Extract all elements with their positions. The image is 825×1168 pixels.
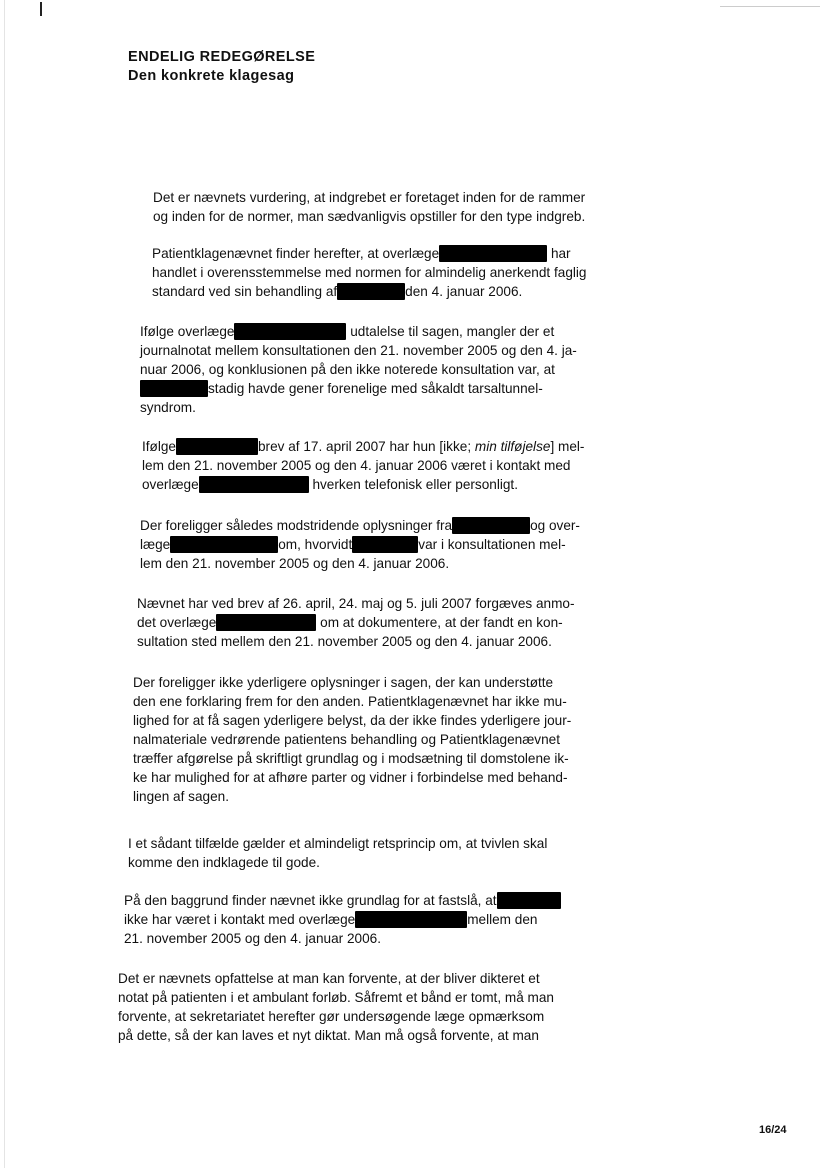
text-segment: standard ved sin behandling af bbox=[152, 284, 338, 299]
text-segment: har bbox=[550, 246, 571, 261]
text-line bbox=[137, 613, 575, 632]
text-line: nalmateriale vedrørende patientens behandling og Patientklagenævnet bbox=[133, 732, 560, 747]
text-segment: den 4. januar 2006. bbox=[405, 284, 523, 299]
text-line: lingen af sagen. bbox=[133, 789, 229, 804]
paragraph-10 bbox=[118, 969, 554, 1045]
text-segment: På den baggrund finder nævnet ikke grundlag for at fastslå, at bbox=[124, 893, 497, 908]
paragraph-7 bbox=[133, 673, 571, 806]
text-line: sultation sted mellem den 21. november 2005 og den 4. januar 2006. bbox=[137, 634, 552, 649]
text-line bbox=[142, 475, 584, 494]
text-line: journalnotat mellem konsultationen den 21. november 2005 og den 4. ja- bbox=[140, 343, 577, 358]
text-line: Nævnet har ved brev af 26. april, 24. maj og 5. juli 2007 forgæves anmo- bbox=[137, 596, 575, 611]
text-segment: Ifølge bbox=[142, 439, 176, 454]
text-segment: ] mel- bbox=[550, 439, 585, 454]
document-header bbox=[128, 48, 315, 86]
redaction-block bbox=[176, 438, 258, 455]
paragraph-4 bbox=[142, 437, 584, 494]
scan-artifact-right bbox=[720, 6, 820, 7]
text-line bbox=[140, 516, 580, 535]
scan-artifact-left bbox=[4, 0, 5, 1168]
paragraph-8 bbox=[128, 834, 547, 872]
text-line: og inden for de normer, man sædvanligvis opstiller for den type indgreb. bbox=[153, 209, 586, 224]
text-line: syndrom. bbox=[140, 400, 196, 415]
text-line: komme den indklagede til gode. bbox=[128, 855, 320, 870]
text-line: træffer afgørelse på skriftligt grundlag og i modsætning til domstolene ik- bbox=[133, 751, 569, 766]
text-line bbox=[124, 891, 561, 910]
text-segment: brev af 17. april 2007 har hun [ikke; bbox=[258, 439, 472, 454]
document-title: ENDELIG REDEGØRELSE bbox=[128, 49, 316, 65]
text-line bbox=[142, 437, 584, 456]
text-line: handlet i overensstemmelse med normen for almindelig anerkendt faglig bbox=[152, 265, 587, 280]
text-segment: Ifølge overlæge bbox=[140, 324, 235, 339]
text-line bbox=[140, 322, 577, 341]
text-line: Det er nævnets opfattelse at man kan forvente, at der bliver dikteret et bbox=[118, 971, 540, 986]
paragraph-9 bbox=[124, 891, 561, 948]
paragraph-1 bbox=[153, 188, 585, 226]
text-segment: udtalelse til sagen, mangler der et bbox=[350, 324, 555, 339]
text-line: på dette, så der kan laves et nyt diktat. Man må også forvente, at man bbox=[118, 1028, 539, 1043]
text-segment: hverken telefonisk eller personligt. bbox=[312, 477, 518, 492]
text-segment: og over- bbox=[530, 518, 580, 533]
text-line: Der foreligger ikke yderligere oplysninger i sagen, der kan understøtte bbox=[133, 675, 554, 690]
text-line bbox=[140, 535, 580, 554]
text-line: lighed for at få sagen yderligere belyst, da der ikke findes yderligere jour- bbox=[133, 713, 572, 728]
redaction-block bbox=[352, 536, 418, 553]
paragraph-3 bbox=[140, 322, 577, 417]
text-segment: om at dokumentere, at der fandt en kon- bbox=[320, 615, 563, 630]
text-line: Det er nævnets vurdering, at indgrebet er foretaget inden for de rammer bbox=[153, 190, 586, 205]
text-line: lem den 21. november 2005 og den 4. januar 2006 været i kontakt med bbox=[142, 458, 571, 473]
italic-text: min tilføjelse bbox=[474, 439, 551, 454]
redaction-block bbox=[355, 911, 467, 928]
redaction-block bbox=[497, 892, 561, 909]
text-line bbox=[152, 282, 586, 301]
text-segment: læge bbox=[140, 537, 171, 552]
text-line: lem den 21. november 2005 og den 4. januar 2006. bbox=[140, 556, 450, 571]
redaction-block bbox=[199, 476, 309, 493]
text-segment: var i konsultationen mel- bbox=[418, 537, 566, 552]
page-number: 16/24 bbox=[759, 1124, 787, 1136]
text-segment: stadig havde gener forenelige med såkaldt tarsaltunnel- bbox=[208, 381, 543, 396]
text-segment: ikke har været i kontakt med overlæge bbox=[124, 912, 356, 927]
scan-artifact-top bbox=[40, 2, 42, 16]
text-segment: om, hvorvidt bbox=[278, 537, 353, 552]
document-subtitle: Den konkrete klagesag bbox=[128, 68, 295, 84]
paragraph-5 bbox=[140, 516, 580, 573]
text-line: den ene forklaring frem for den anden. Patientklagenævnet har ikke mu- bbox=[133, 694, 567, 709]
text-line: I et sådant tilfælde gælder et almindeligt retsprincip om, at tvivlen skal bbox=[128, 836, 548, 851]
text-line: nuar 2006, og konklusionen på den ikke noterede konsultation var, at bbox=[140, 362, 555, 377]
redaction-block bbox=[337, 283, 405, 300]
redaction-block bbox=[452, 517, 530, 534]
redaction-block bbox=[216, 614, 316, 631]
text-line: ke har mulighed for at afhøre parter og vidner i forbindelse med behand- bbox=[133, 770, 568, 785]
redaction-block bbox=[234, 323, 346, 340]
text-line bbox=[152, 244, 586, 263]
text-line: notat på patienten i et ambulant forløb. Såfremt et bånd er tomt, må man bbox=[118, 990, 554, 1005]
text-segment: overlæge bbox=[142, 477, 199, 492]
text-segment: Patientklagenævnet finder herefter, at overlæge bbox=[152, 246, 440, 261]
text-line: 21. november 2005 og den 4. januar 2006. bbox=[124, 931, 381, 946]
redaction-block bbox=[170, 536, 278, 553]
text-segment: mellem den bbox=[467, 912, 538, 927]
paragraph-6 bbox=[137, 594, 575, 651]
text-segment: Der foreligger således modstridende oplysninger fra bbox=[140, 518, 453, 533]
text-line bbox=[124, 910, 561, 929]
text-line bbox=[140, 379, 577, 398]
text-segment: det overlæge bbox=[137, 615, 217, 630]
text-line: forvente, at sekretariatet herefter gør undersøgende læge opmærksom bbox=[118, 1009, 545, 1024]
redaction-block bbox=[439, 245, 547, 262]
paragraph-2 bbox=[152, 244, 586, 301]
redaction-block bbox=[140, 380, 208, 397]
